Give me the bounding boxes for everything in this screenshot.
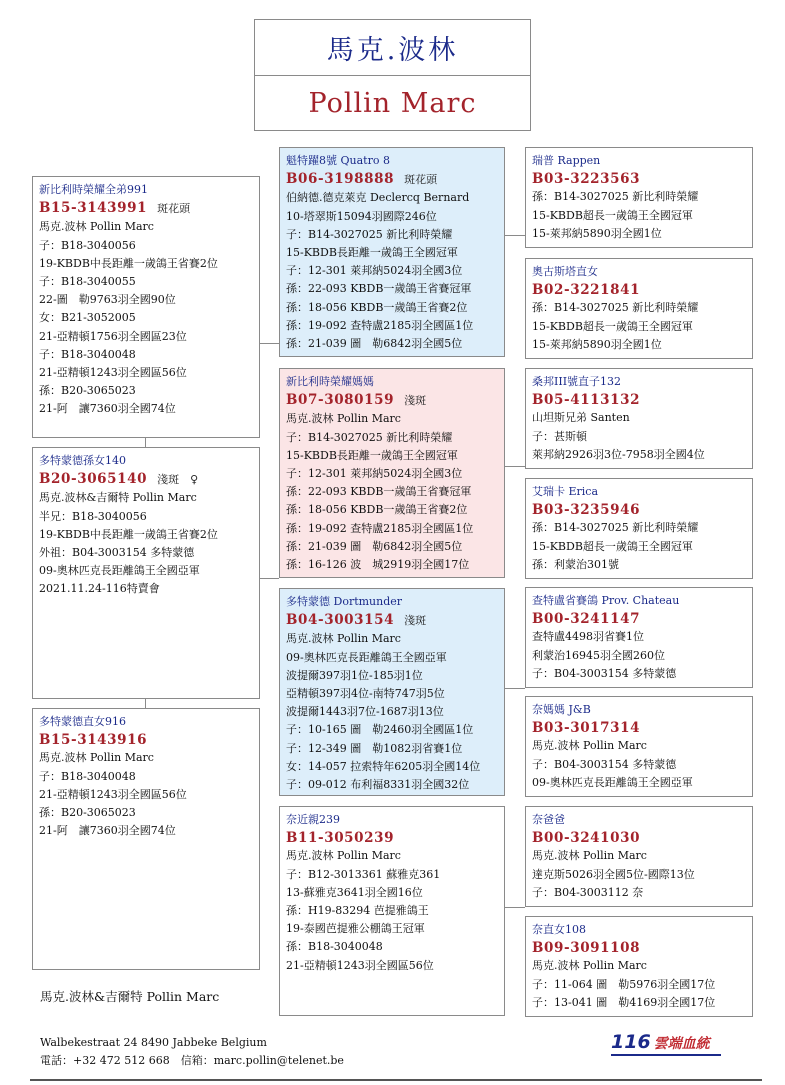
card-lines [526, 148, 752, 243]
pigeon-name: 奧古斯塔直女 [532, 265, 598, 278]
pedigree-line: 利蒙治16945羽全國260位 [532, 648, 665, 662]
pedigree-line: 子：B14-3027025 新比利時榮耀 [286, 227, 453, 241]
pedigree-line: 子：11-064 圖 勒5976羽全國17位 [532, 977, 716, 991]
pedigree-line: 15-萊邦納5890羽全國1位 [532, 226, 662, 240]
ring-number-row [532, 939, 746, 957]
pedigree-line: 孫：16-126 波 城2919羽全國17位 [286, 558, 470, 572]
ring-number-row [532, 829, 746, 847]
pedigree-line: 孫：21-039 圖 勒6842羽全國5位 [286, 539, 463, 553]
title-box [254, 19, 531, 131]
pedigree-line: 子：B04-3003154 多特蒙德 [532, 666, 677, 680]
logo-text: 雲端血統 [653, 1036, 710, 1052]
connector-line [145, 699, 146, 708]
pedigree-line: 21-亞精頓1243羽全國區56位 [286, 958, 434, 972]
pedigree-line: 馬克.波林 Pollin Marc [286, 849, 401, 863]
ring-number: B03-3223563 [532, 171, 641, 188]
pedigree-line: 21-阿 讓7360羽全國74位 [39, 824, 176, 838]
dam-2-card [279, 806, 505, 1016]
pedigree-line: 馬克.波林 Pollin Marc [286, 632, 401, 646]
pedigree-line: 女：B21-3052005 [39, 311, 136, 325]
card-lines [280, 589, 504, 794]
grandparent-card-3 [525, 368, 753, 469]
logo-number: 116 [611, 1031, 651, 1053]
pedigree-line: 馬克.波林 Pollin Marc [286, 412, 401, 426]
ring-number-row [286, 611, 498, 630]
pedigree-line: 22-圖 勒9763羽全國90位 [39, 293, 176, 307]
pigeon-name: 奈媽媽 J&B [532, 703, 591, 716]
pedigree-line: 2021.11.24-116特賣會 [39, 582, 160, 596]
card-lines [33, 448, 259, 599]
pedigree-line: 子：B04-3003112 奈 [532, 885, 644, 899]
ring-number: B20-3065140 [39, 471, 148, 488]
pedigree-line: 19-KBDB中長距離一歲鴿王省賽2位 [39, 527, 218, 541]
pedigree-line: 孫：18-056 KBDB一歲鴿王省賽2位 [286, 503, 468, 517]
pedigree-line: 21-亞精頓1243羽全國區56位 [39, 366, 187, 380]
pedigree-line: 子：13-041 圖 勒4169羽全國17位 [532, 995, 716, 1009]
ring-number: B04-3003154 [286, 612, 395, 629]
pedigree-line: 孫：H19-83294 芭提雅鴿王 [286, 904, 429, 918]
pedigree-line: 子：甚斯頓 [532, 429, 587, 443]
brand-logo [611, 1031, 710, 1053]
connector-line [260, 343, 279, 344]
pedigree-line: 馬克.波林 Pollin Marc [39, 220, 154, 234]
pedigree-line: 萊邦納2926羽3位-7958羽全國4位 [532, 447, 705, 461]
color-sex-label: 淺斑 [404, 614, 427, 628]
card-lines [526, 588, 752, 683]
grandparent-card-8 [525, 916, 753, 1017]
pedigree-line: 19-泰國芭提雅公棚鴿王冠軍 [286, 922, 425, 936]
contact-line: 電話：+32 472 512 668 信箱：marc.pollin@telenet.be [40, 1054, 344, 1067]
ring-number-row [286, 829, 498, 847]
card-lines [33, 709, 259, 840]
sire-2-card [279, 588, 505, 796]
pedigree-line: 波提爾397羽1位-185羽1位 [286, 668, 423, 682]
ring-number: B00-3241030 [532, 830, 641, 847]
pedigree-line: 子：B18-3040056 [39, 238, 136, 252]
grandparent-card-2 [525, 258, 753, 359]
owner-name-english: Pollin Marc [308, 88, 477, 119]
bottom-divider [30, 1079, 762, 1081]
ring-number: B15-3143991 [39, 200, 148, 217]
pedigree-line: 子：12-349 圖 勒1082羽省賽1位 [286, 741, 463, 755]
ring-number: B07-3080159 [286, 392, 395, 409]
connector-line [145, 438, 146, 447]
ring-number: B09-3091108 [532, 940, 641, 957]
pedigree-line: 女：14-057 拉索特年6205羽全國14位 [286, 759, 481, 773]
pedigree-line: 孫：B20-3065023 [39, 806, 136, 820]
pedigree-line: 10-塔翠斯15094羽國際246位 [286, 209, 437, 223]
ring-number-row [532, 610, 746, 628]
connector-line [505, 907, 525, 908]
ring-number-row [532, 391, 746, 409]
pigeon-name: 多特蒙德直女916 [39, 715, 126, 728]
color-sex-label: 斑花頭 [157, 202, 191, 216]
grandparent-card-5 [525, 587, 753, 688]
grandparent-card-7 [525, 806, 753, 907]
card-lines [33, 177, 259, 419]
pigeon-name: 魁特躍8號 Quatro 8 [286, 154, 390, 167]
grandparent-card-4 [525, 478, 753, 579]
card-lines [280, 148, 504, 353]
pedigree-line: 15-KBDB長距離一歲鴿王全國冠軍 [286, 246, 458, 260]
pedigree-line: 馬克.波林 Pollin Marc [532, 849, 647, 863]
pedigree-line: 15-KBDB超長一歲鴿王全國冠軍 [532, 208, 693, 222]
ring-number-row [286, 170, 498, 189]
pedigree-line: 15-KBDB長距離一歲鴿王全國冠軍 [286, 448, 458, 462]
subject-sibling-card-2 [32, 708, 260, 970]
pedigree-line: 子：B12-3013361 蘇雅克361 [286, 867, 441, 881]
pigeon-name: 奈直女108 [532, 923, 586, 936]
pigeon-name: 查特盧省賽鴿 Prov. Chateau [532, 594, 680, 607]
dam-card [279, 368, 505, 578]
pedigree-line: 21-阿 讓7360羽全國74位 [39, 402, 176, 416]
pedigree-line: 孫：19-092 查特盧2185羽全國區1位 [286, 521, 474, 535]
ring-number-row [532, 501, 746, 519]
pigeon-name: 奈近親239 [286, 813, 340, 826]
pedigree-line: 09-奧林匹克長距離鴿王全國亞軍 [286, 650, 447, 664]
pedigree-line: 孫：利蒙治301號 [532, 557, 619, 571]
ring-number-row [532, 170, 746, 188]
pedigree-line: 子：B18-3040048 [39, 347, 136, 361]
pedigree-line: 21-亞精頓1243羽全國區56位 [39, 787, 187, 801]
connector-line [505, 235, 525, 236]
card-lines [526, 259, 752, 354]
sire-card [279, 147, 505, 357]
pedigree-line: 孫：18-056 KBDB一歲鴿王省賽2位 [286, 300, 468, 314]
pedigree-line: 09-奧林匹克長距離鴿王全國亞軍 [532, 775, 693, 789]
pedigree-line: 山坦斯兄弟 Santen [532, 411, 630, 425]
pedigree-line: 外祖：B04-3003154 多特蒙德 [39, 546, 195, 560]
pedigree-line: 馬克.波林 Pollin Marc [39, 751, 154, 765]
card-lines [280, 807, 504, 975]
pigeon-name: 奈爸爸 [532, 813, 565, 826]
card-lines [280, 369, 504, 574]
pedigree-line: 波提爾1443羽7位-1687羽13位 [286, 705, 444, 719]
pedigree-line: 孫：B20-3065023 [39, 384, 136, 398]
pedigree-line: 09-奧林匹克長距離鴿王全國亞軍 [39, 564, 200, 578]
address-line: Walbekestraat 24 8490 Jabbeke Belgium [40, 1036, 267, 1049]
ring-number-row [532, 719, 746, 737]
ring-number: B15-3143916 [39, 732, 148, 749]
pedigree-line: 子：12-301 萊邦納5024羽全國3位 [286, 467, 463, 481]
pedigree-line: 半兄：B18-3040056 [39, 509, 147, 523]
connector-line [505, 466, 525, 467]
ring-number: B06-3198888 [286, 171, 395, 188]
pigeon-name: 多特蒙德孫女140 [39, 454, 126, 467]
ring-number: B05-4113132 [532, 392, 641, 409]
ring-number-row [39, 470, 253, 489]
connector-line [260, 578, 279, 579]
owner-label: 馬克.波林&吉爾特 Pollin Marc [40, 989, 220, 1004]
color-sex-label: 淺斑 ♀ [157, 473, 199, 487]
pedigree-line: 15-KBDB超長一歲鴿王全國冠軍 [532, 539, 693, 553]
pedigree-line: 15-KBDB超長一歲鴿王全國冠軍 [532, 319, 693, 333]
pedigree-line: 馬克.波林 Pollin Marc [532, 739, 647, 753]
card-lines [526, 917, 752, 1012]
pigeon-name: 桑邦III號直子132 [532, 375, 622, 388]
pigeon-name: 新比利時榮耀媽媽 [286, 375, 374, 388]
pedigree-line: 子：B18-3040048 [39, 769, 136, 783]
pedigree-line: 子：12-301 萊邦納5024羽全國3位 [286, 264, 463, 278]
pedigree-line: 孫：22-093 KBDB一歲鴿王省賽冠軍 [286, 485, 472, 499]
ring-number-row [39, 199, 253, 218]
pedigree-line: 伯納德.德克萊克 Declercq Bernard [286, 191, 470, 205]
card-lines [526, 479, 752, 574]
pedigree-line: 15-萊邦納5890羽全國1位 [532, 337, 662, 351]
subject-pigeon-card [32, 447, 260, 699]
ring-number: B03-3235946 [532, 502, 641, 519]
pedigree-line: 19-KBDB中長距離一歲鴿王省賽2位 [39, 256, 218, 270]
color-sex-label: 斑花頭 [404, 173, 438, 187]
owner-name-chinese: 馬克.波林 [255, 20, 530, 76]
pedigree-line: 孫：B14-3027025 新比利時榮耀 [532, 190, 699, 204]
pedigree-line: 子：09-012 布利福8331羽全國32位 [286, 778, 470, 792]
ring-number: B11-3050239 [286, 830, 395, 847]
ring-number-row [39, 731, 253, 749]
ring-number-row [532, 281, 746, 299]
pedigree-line: 13-蘇雅克3641羽全國16位 [286, 885, 423, 899]
ring-number: B03-3017314 [532, 720, 641, 737]
ring-number: B00-3241147 [532, 611, 641, 628]
pedigree-line: 孫：22-093 KBDB一歲鴿王省賽冠軍 [286, 282, 472, 296]
pedigree-line: 21-亞精頓1756羽全國區23位 [39, 329, 187, 343]
pigeon-name: 艾瑞卡 Erica [532, 485, 599, 498]
pedigree-line: 子：B18-3040055 [39, 275, 136, 289]
pedigree-line: 子：B04-3003154 多特蒙德 [532, 757, 677, 771]
card-lines [526, 697, 752, 792]
pedigree-line: 查特盧4498羽省賽1位 [532, 630, 644, 644]
pedigree-line: 馬克.波林 Pollin Marc [532, 959, 647, 973]
pedigree-line: 孫：21-039 圖 勒6842羽全國5位 [286, 337, 463, 351]
card-lines [526, 807, 752, 902]
pedigree-line: 孫：B14-3027025 新比利時榮耀 [532, 301, 699, 315]
pedigree-line: 馬克.波林&吉爾特 Pollin Marc [39, 491, 197, 505]
grandparent-card-1 [525, 147, 753, 248]
pigeon-name: 新比利時榮耀全弟991 [39, 183, 148, 196]
pedigree-line: 子：10-165 圖 勒2460羽全國區1位 [286, 723, 474, 737]
pigeon-name: 多特蒙德 Dortmunder [286, 595, 403, 608]
pedigree-line: 孫：B18-3040048 [286, 940, 383, 954]
logo-underline [611, 1054, 721, 1056]
pedigree-line: 達克斯5026羽全國5位-國際13位 [532, 867, 695, 881]
pedigree-line: 孫：19-092 查特盧2185羽全國區1位 [286, 318, 474, 332]
subject-sibling-card [32, 176, 260, 438]
address-block [40, 1034, 344, 1070]
pigeon-name: 瑞普 Rappen [532, 154, 601, 167]
pedigree-line: 亞精頓397羽4位-南特747羽5位 [286, 687, 445, 701]
pedigree-line: 子：B14-3027025 新比利時榮耀 [286, 430, 453, 444]
ring-number-row [286, 391, 498, 410]
card-lines [526, 369, 752, 464]
color-sex-label: 淺斑 [404, 394, 427, 408]
connector-line [505, 688, 525, 689]
ring-number: B02-3221841 [532, 282, 641, 299]
grandparent-card-6 [525, 696, 753, 797]
pedigree-line: 孫：B14-3027025 新比利時榮耀 [532, 521, 699, 535]
